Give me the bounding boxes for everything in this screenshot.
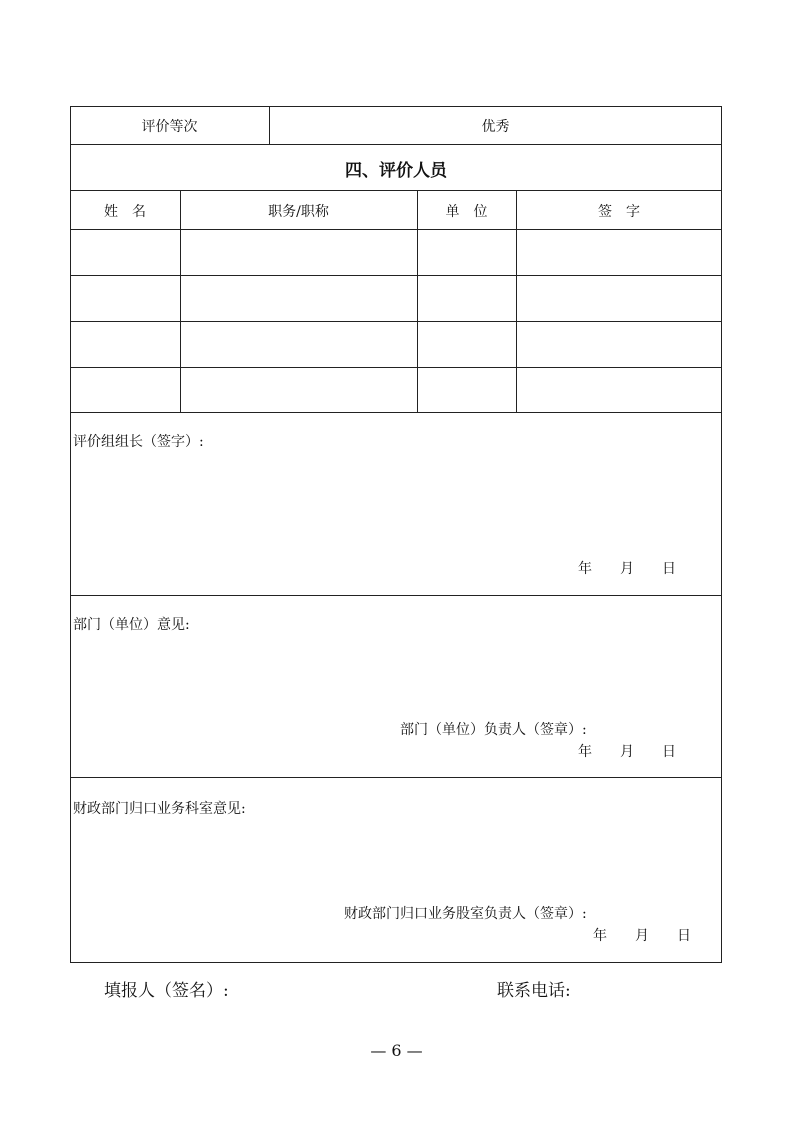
- row-divider: [70, 412, 722, 413]
- table-cell-unit[interactable]: [418, 276, 515, 320]
- header-unit: 单 位: [445, 204, 488, 220]
- table-cell-name[interactable]: [71, 368, 179, 411]
- table-cell-signature[interactable]: [517, 368, 721, 411]
- header-position: 职务/职称: [268, 204, 329, 220]
- finance-opinion-label: 财政部门归口业务科室意见:: [73, 801, 246, 817]
- table-cell-unit[interactable]: [418, 368, 515, 411]
- rating-label: 评价等次: [141, 119, 198, 135]
- filler-signature-label: 填报人（签名）:: [104, 981, 229, 1001]
- contact-phone-label: 联系电话:: [497, 981, 571, 1001]
- table-cell-name[interactable]: [71, 322, 179, 366]
- dept-date: 年 月 日: [578, 744, 676, 760]
- table-cell-unit[interactable]: [418, 230, 515, 274]
- leader-date: 年 月 日: [578, 561, 676, 577]
- dept-signer-label: 部门（单位）负责人（签章）:: [400, 722, 587, 738]
- table-cell-name[interactable]: [71, 276, 179, 320]
- header-name: 姓 名: [104, 204, 146, 220]
- table-cell-unit[interactable]: [418, 322, 515, 366]
- row-divider: [70, 777, 722, 778]
- table-cell-position[interactable]: [181, 230, 416, 274]
- table-cell-position[interactable]: [181, 322, 416, 366]
- table-cell-signature[interactable]: [517, 230, 721, 274]
- row-divider: [70, 190, 722, 191]
- header-signature: 签 字: [598, 204, 640, 220]
- row-divider: [70, 595, 722, 596]
- dept-opinion-label: 部门（单位）意见:: [73, 617, 190, 633]
- leader-signature-label: 评价组组长（签字）:: [73, 434, 204, 450]
- table-cell-signature[interactable]: [517, 276, 721, 320]
- finance-signer-label: 财政部门归口业务股室负责人（签章）:: [344, 906, 587, 922]
- table-cell-name[interactable]: [71, 230, 179, 274]
- page-number: — 6 —: [370, 1041, 423, 1060]
- section-title: 四、评价人员: [345, 161, 447, 181]
- table-cell-position[interactable]: [181, 368, 416, 411]
- table-cell-position[interactable]: [181, 276, 416, 320]
- table-cell-signature[interactable]: [517, 322, 721, 366]
- rating-value[interactable]: 优秀: [481, 119, 510, 135]
- finance-date: 年 月 日: [593, 928, 691, 944]
- row-divider: [70, 144, 722, 145]
